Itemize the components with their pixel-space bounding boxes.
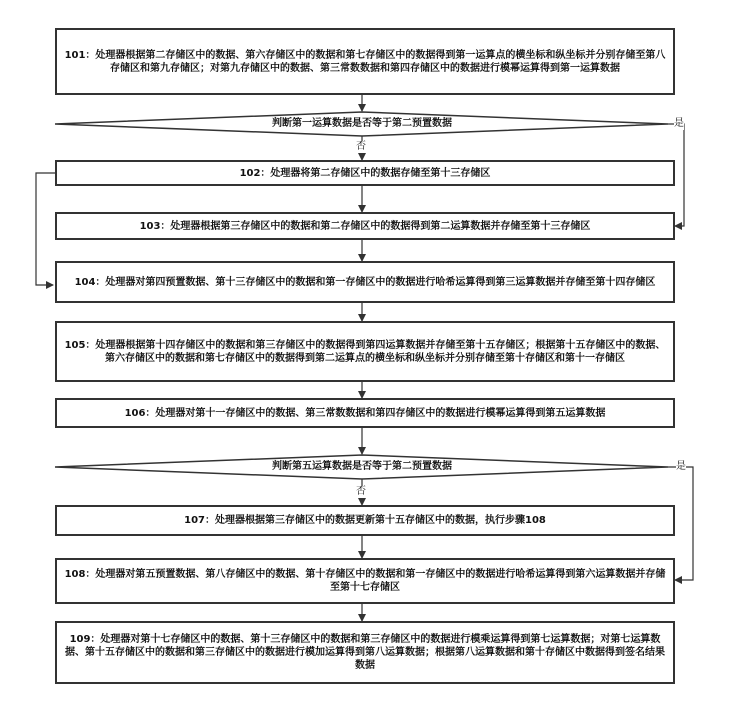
arrow-102-loop-to-104: [36, 173, 55, 285]
decision-1-no-label: 否: [356, 141, 366, 152]
step-104-text: 104：处理器对第四预置数据、第十三存储区中的数据和第一存储区中的数据进行哈希运算得到第三运算数据并存储至第十四存储区: [74, 276, 656, 288]
step-107-text: 107：处理器根据第三存储区中的数据更新第十五存储区中的数据，执行步骤108: [184, 515, 546, 526]
step-105-box: [55, 321, 675, 382]
step-108-box: [55, 558, 675, 604]
step-106-box: [55, 398, 675, 428]
step-101-box: [55, 28, 675, 95]
step-102-text: 102：处理器将第二存储区中的数据存储至第十三存储区: [239, 167, 491, 179]
decision-1-text: 判断第一运算数据是否等于第二预置数据: [272, 118, 452, 129]
decision-1-yes-label: 是: [674, 118, 684, 129]
step-106-text: 106：处理器对第十一存储区中的数据、第三常数数据和第四存储区中的数据进行模幂运算得到第五运算数据: [124, 407, 606, 419]
step-101-text: 101：处理器根据第二存储区中的数据、第六存储区中的数据和第七存储区中的数据得到第一运算点的横坐标和纵坐标并分别存储至第八存储区和第九存储区；对第九存储区中的数据、第三常数数据和第四存储区中的数据进行模幂运算得到第一运算数据: [64, 49, 666, 74]
step-108-text: 108：处理器对第五预置数据、第八存储区中的数据、第十存储区中的数据和第一存储区中的数据进行哈希运算得到第六运算数据并存储至第十七存储区: [64, 569, 666, 593]
decision-2-text: 判断第五运算数据是否等于第二预置数据: [272, 461, 452, 472]
step-104-box: [55, 261, 675, 303]
step-103-box: [55, 212, 675, 240]
decision-2-no-label: 否: [356, 486, 366, 497]
decision-2-yes-label: 是: [676, 461, 686, 472]
step-105-text: 105：处理器根据第十四存储区中的数据和第三存储区中的数据得到第四运算数据并存储至第十五存储区；根据第十五存储区中的数据、第六存储区中的数据和第七存储区中的数据得到第二运算点的横坐标和纵坐标并分别存储至第十存储区和第十一存储区: [64, 339, 666, 364]
step-109-text: 109：处理器对第十七存储区中的数据、第十三存储区中的数据和第三存储区中的数据进行模乘运算得到第七运算数据；对第七运算数据、第十五存储区中的数据和第三存储区中的数据进行模加运算得到第八运算数据；根据第八运算数据和第十存储区中数据得到签名结果数据: [65, 634, 665, 671]
step-103-text: 103：处理器根据第三存储区中的数据和第二存储区中的数据得到第二运算数据并存储至第十三存储区: [139, 220, 591, 232]
step-107-box: [55, 505, 675, 536]
step-109-box: [55, 621, 675, 684]
step-102-box: [55, 160, 675, 186]
